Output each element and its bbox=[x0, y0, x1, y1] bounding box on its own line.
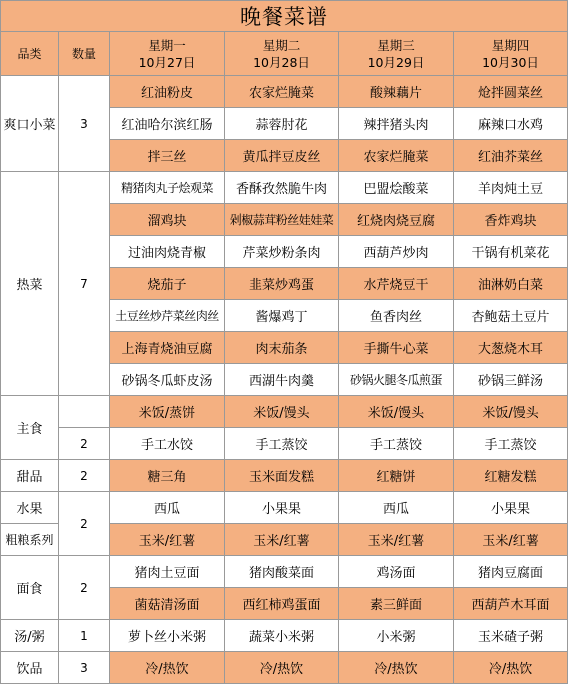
dish-cell: 西葫芦木耳面 bbox=[454, 588, 568, 620]
dish-cell: 土豆丝炒芹菜丝肉丝 bbox=[110, 300, 225, 332]
table-row bbox=[1, 428, 568, 460]
dish-cell: 酸辣藕片 bbox=[339, 76, 454, 108]
day-date: 10月28日 bbox=[253, 54, 310, 70]
dish-cell: 拌三丝 bbox=[110, 140, 225, 172]
count-cold-dishes: 3 bbox=[59, 76, 110, 172]
dish-cell: 猪肉土豆面 bbox=[110, 556, 225, 588]
dish-cell: 西瓜 bbox=[339, 492, 454, 524]
table-row bbox=[1, 460, 568, 492]
dish-cell: 西葫芦炒肉 bbox=[339, 236, 454, 268]
dish-cell: 黄瓜拌豆皮丝 bbox=[225, 140, 339, 172]
dish-cell: 过油肉烧青椒 bbox=[110, 236, 225, 268]
dish-cell: 鸡汤面 bbox=[339, 556, 454, 588]
header-count: 数量 bbox=[59, 32, 110, 76]
category-coarse-grains: 粗粮系列 bbox=[1, 524, 59, 556]
dish-cell: 红糖饼 bbox=[339, 460, 454, 492]
count-noodles: 2 bbox=[59, 556, 110, 620]
header-row bbox=[1, 32, 568, 76]
table-row bbox=[1, 620, 568, 652]
dish-cell: 手撕牛心菜 bbox=[339, 332, 454, 364]
dish-cell: 手工蒸饺 bbox=[225, 428, 339, 460]
dish-cell: 红油哈尔滨红肠 bbox=[110, 108, 225, 140]
day-name: 星期三 bbox=[377, 37, 415, 53]
dish-cell: 手工蒸饺 bbox=[454, 428, 568, 460]
table-row bbox=[1, 172, 568, 204]
dish-cell: 羊肉炖土豆 bbox=[454, 172, 568, 204]
dish-cell: 萝卜丝小米粥 bbox=[110, 620, 225, 652]
dish-cell: 麻辣口水鸡 bbox=[454, 108, 568, 140]
day-date: 10月30日 bbox=[482, 54, 539, 70]
day-date: 10月27日 bbox=[138, 54, 196, 70]
count-staple-row2: 2 bbox=[59, 428, 110, 460]
dish-cell: 米饭/馒头 bbox=[225, 396, 339, 428]
dish-cell: 小果果 bbox=[225, 492, 339, 524]
dish-cell: 红油芥菜丝 bbox=[454, 140, 568, 172]
dish-cell: 冷/热饮 bbox=[110, 652, 225, 684]
dish-cell: 米饭/馒头 bbox=[339, 396, 454, 428]
dish-cell: 菌菇清汤面 bbox=[110, 588, 225, 620]
dish-cell: 红油粉皮 bbox=[110, 76, 225, 108]
dish-cell: 猪肉豆腐面 bbox=[454, 556, 568, 588]
dish-cell: 农家烂腌菜 bbox=[339, 140, 454, 172]
dish-cell: 农家烂腌菜 bbox=[225, 76, 339, 108]
dish-cell: 小米粥 bbox=[339, 620, 454, 652]
table-row bbox=[1, 396, 568, 428]
count-drinks: 3 bbox=[59, 652, 110, 684]
dish-cell: 蔬菜小米粥 bbox=[225, 620, 339, 652]
dish-cell: 玉米/红薯 bbox=[225, 524, 339, 556]
dish-cell: 酱爆鸡丁 bbox=[225, 300, 339, 332]
dish-cell: 猪肉酸菜面 bbox=[225, 556, 339, 588]
dish-cell: 蒜蓉肘花 bbox=[225, 108, 339, 140]
dish-cell: 小果果 bbox=[454, 492, 568, 524]
dish-cell: 玉米碴子粥 bbox=[454, 620, 568, 652]
dish-cell: 芹菜炒粉条肉 bbox=[225, 236, 339, 268]
count-dessert: 2 bbox=[59, 460, 110, 492]
count-hot-dishes: 7 bbox=[59, 172, 110, 396]
category-hot-dishes: 热菜 bbox=[1, 172, 59, 396]
dish-cell: 杏鲍菇土豆片 bbox=[454, 300, 568, 332]
dish-cell: 香酥孜然脆牛肉 bbox=[225, 172, 339, 204]
dish-cell: 红烧肉烧豆腐 bbox=[339, 204, 454, 236]
dish-cell: 玉米/红薯 bbox=[110, 524, 225, 556]
dish-cell: 大葱烧木耳 bbox=[454, 332, 568, 364]
dish-cell: 西湖牛肉羹 bbox=[225, 364, 339, 396]
dish-cell: 砂锅三鲜汤 bbox=[454, 364, 568, 396]
dish-cell: 手工水饺 bbox=[110, 428, 225, 460]
title-row bbox=[1, 1, 568, 32]
dish-cell: 炝拌圆菜丝 bbox=[454, 76, 568, 108]
dish-cell: 冷/热饮 bbox=[225, 652, 339, 684]
category-fruit: 水果 bbox=[1, 492, 59, 524]
count-fruit-grains: 2 bbox=[59, 492, 110, 556]
table-row bbox=[1, 492, 568, 524]
category-noodles: 面食 bbox=[1, 556, 59, 620]
dish-cell: 砂锅火腿冬瓜煎蛋 bbox=[339, 364, 454, 396]
dish-cell: 肉末茄条 bbox=[225, 332, 339, 364]
dish-cell: 素三鲜面 bbox=[339, 588, 454, 620]
dish-cell: 鱼香肉丝 bbox=[339, 300, 454, 332]
dish-cell: 米饭/蒸饼 bbox=[110, 396, 225, 428]
table-row bbox=[1, 556, 568, 588]
dish-cell: 精猪肉丸子烩观菜 bbox=[110, 172, 225, 204]
dish-cell: 上海青烧油豆腐 bbox=[110, 332, 225, 364]
dish-cell: 玉米/红薯 bbox=[454, 524, 568, 556]
count-staple-row1 bbox=[59, 396, 110, 428]
day-name: 星期四 bbox=[491, 37, 530, 53]
dish-cell: 韭菜炒鸡蛋 bbox=[225, 268, 339, 300]
day-header-thu bbox=[454, 32, 568, 76]
dish-cell: 冷/热饮 bbox=[339, 652, 454, 684]
dish-cell: 烧茄子 bbox=[110, 268, 225, 300]
day-name: 星期一 bbox=[148, 37, 186, 53]
menu-title: 晚餐菜谱 bbox=[1, 1, 568, 32]
dish-cell: 米饭/馒头 bbox=[454, 396, 568, 428]
dish-cell: 砂锅冬瓜虾皮汤 bbox=[110, 364, 225, 396]
category-staple: 主食 bbox=[1, 396, 59, 460]
day-name: 星期二 bbox=[262, 37, 301, 53]
day-header-mon bbox=[110, 32, 225, 76]
dish-cell: 手工蒸饺 bbox=[339, 428, 454, 460]
dish-cell: 红糖发糕 bbox=[454, 460, 568, 492]
header-category: 品类 bbox=[1, 32, 59, 76]
dish-cell: 玉米/红薯 bbox=[339, 524, 454, 556]
dish-cell: 剁椒蒜茸粉丝娃娃菜 bbox=[225, 204, 339, 236]
dish-cell: 水芹烧豆干 bbox=[339, 268, 454, 300]
dish-cell: 玉米面发糕 bbox=[225, 460, 339, 492]
table-row bbox=[1, 652, 568, 684]
category-dessert: 甜品 bbox=[1, 460, 59, 492]
dish-cell: 糖三角 bbox=[110, 460, 225, 492]
count-soup-porridge: 1 bbox=[59, 620, 110, 652]
dish-cell: 溜鸡块 bbox=[110, 204, 225, 236]
category-drinks: 饮品 bbox=[1, 652, 59, 684]
dish-cell: 巴盟烩酸菜 bbox=[339, 172, 454, 204]
table-row bbox=[1, 76, 568, 108]
day-header-wed bbox=[339, 32, 454, 76]
dish-cell: 干锅有机菜花 bbox=[454, 236, 568, 268]
dish-cell: 西红柿鸡蛋面 bbox=[225, 588, 339, 620]
day-date: 10月29日 bbox=[367, 54, 425, 70]
day-header-tue bbox=[225, 32, 339, 76]
category-soup-porridge: 汤/粥 bbox=[1, 620, 59, 652]
category-cold-dishes: 爽口小菜 bbox=[1, 76, 59, 172]
dish-cell: 香炸鸡块 bbox=[454, 204, 568, 236]
dish-cell: 西瓜 bbox=[110, 492, 225, 524]
dish-cell: 油淋奶白菜 bbox=[454, 268, 568, 300]
dish-cell: 冷/热饮 bbox=[454, 652, 568, 684]
dish-cell: 辣拌猪头肉 bbox=[339, 108, 454, 140]
